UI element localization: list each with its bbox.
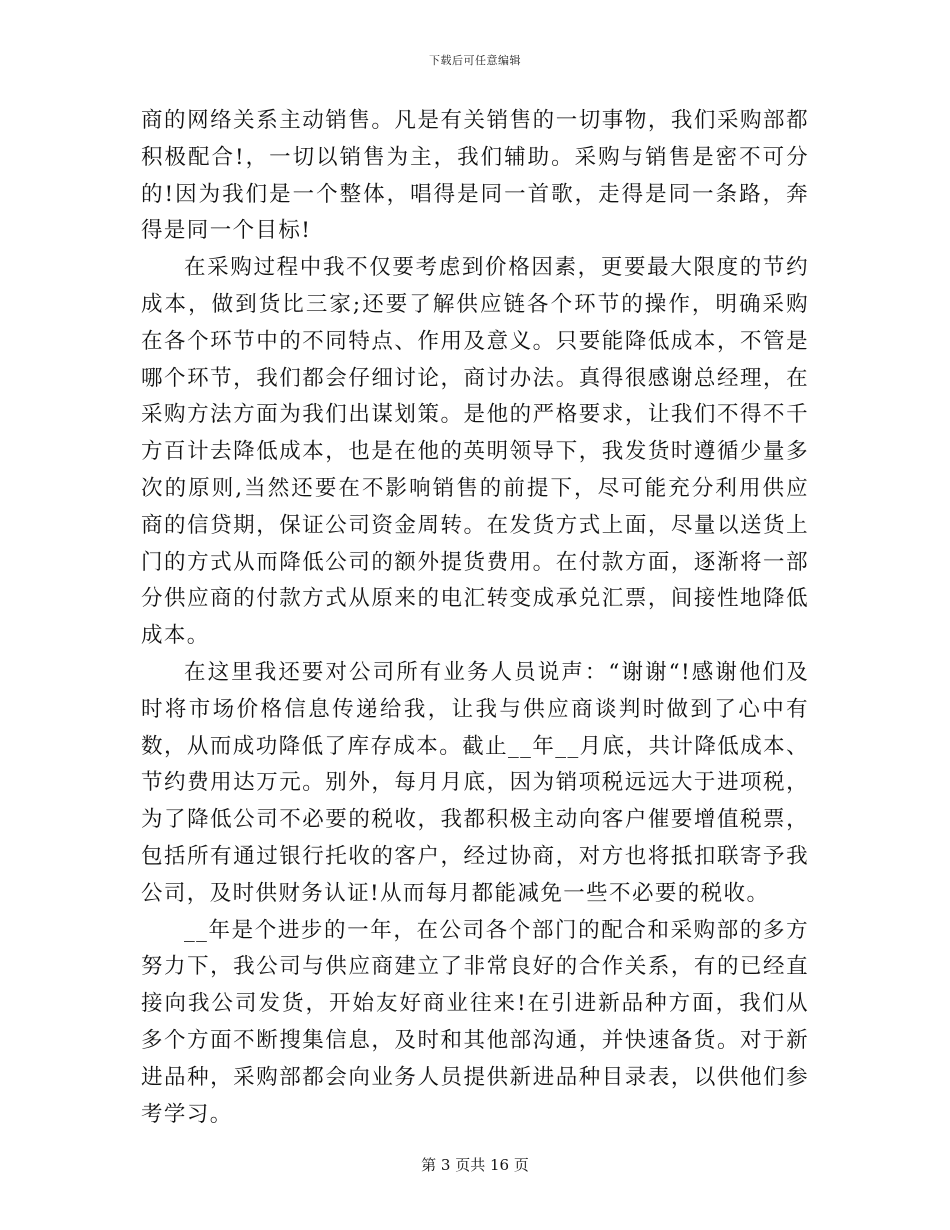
paragraph-continued: 商的网络关系主动销售。凡是有关销售的一切事物，我们采购部都积极配合!，一切以销售为主，我们辅助。采购与销售是密不可分的!因为我们是一个整体，唱得是同一首歌，走得是同一条路，奔得是同一个目标! [141,108,809,244]
paragraph-year-progress: __年是个进步的一年，在公司各个部门的配合和采购部的多方努力下，我公司与供应商建立了非常良好的合作关系，有的已经直接向我公司发货，开始友好商业往来!在引进新品种方面，我们从多个方面不断搜集信息，及时和其他部沟通，并快速备货。对于新进品种，采购部都会向业务人员提供新进品种目录表，以供他们参考学习。 [141,917,809,1127]
page-number-footer: 第 3 页共 16 页 [421,1156,529,1174]
page-header: 下载后可任意编辑 [429,54,521,67]
paragraph-procurement-cost: 在采购过程中我不仅要考虑到价格因素，更要最大限度的节约成本，做到货比三家;还要了解供应链各个环节的操作，明确采购在各个环节中的不同特点、作用及意义。只要能降低成本，不管是哪个环节，我们都会仔细讨论，商讨办法。真得很感谢总经理，在采购方法方面为我们出谋划策。是他的严格要求，让我们不得不千方百计去降低成本，也是在他的英明领导下，我发货时遵循少量多次的原则,当然还要在不影响销售的前提下，尽可能充分利用供应商的信贷期，保证公司资金周转。在发货方式上面，尽量以送货上门的方式从而降低公司的额外提货费用。在付款方面，逐渐将一部分供应商的付款方式从原来的电汇转变成承兑汇票，间接性地降低成本。 [141,255,809,649]
paragraph-thanks-sales-staff: 在这里我还要对公司所有业务人员说声：“谢谢“!感谢他们及时将市场价格信息传递给我，让我与供应商谈判时做到了心中有数，从而成功降低了库存成本。截止__年__月底，共计降低成本、节约费用达万元。别外，每月月底，因为销项税远远大于进项税，为了降低公司不必要的税收，我都积极主动向客户催要增值税票，包括所有通过银行托收的客户，经过协商，对方也将抵扣联寄予我公司，及时供财务认证!从而每月都能减免一些不必要的税收。 [141,659,809,906]
body-text [141,103,809,1133]
